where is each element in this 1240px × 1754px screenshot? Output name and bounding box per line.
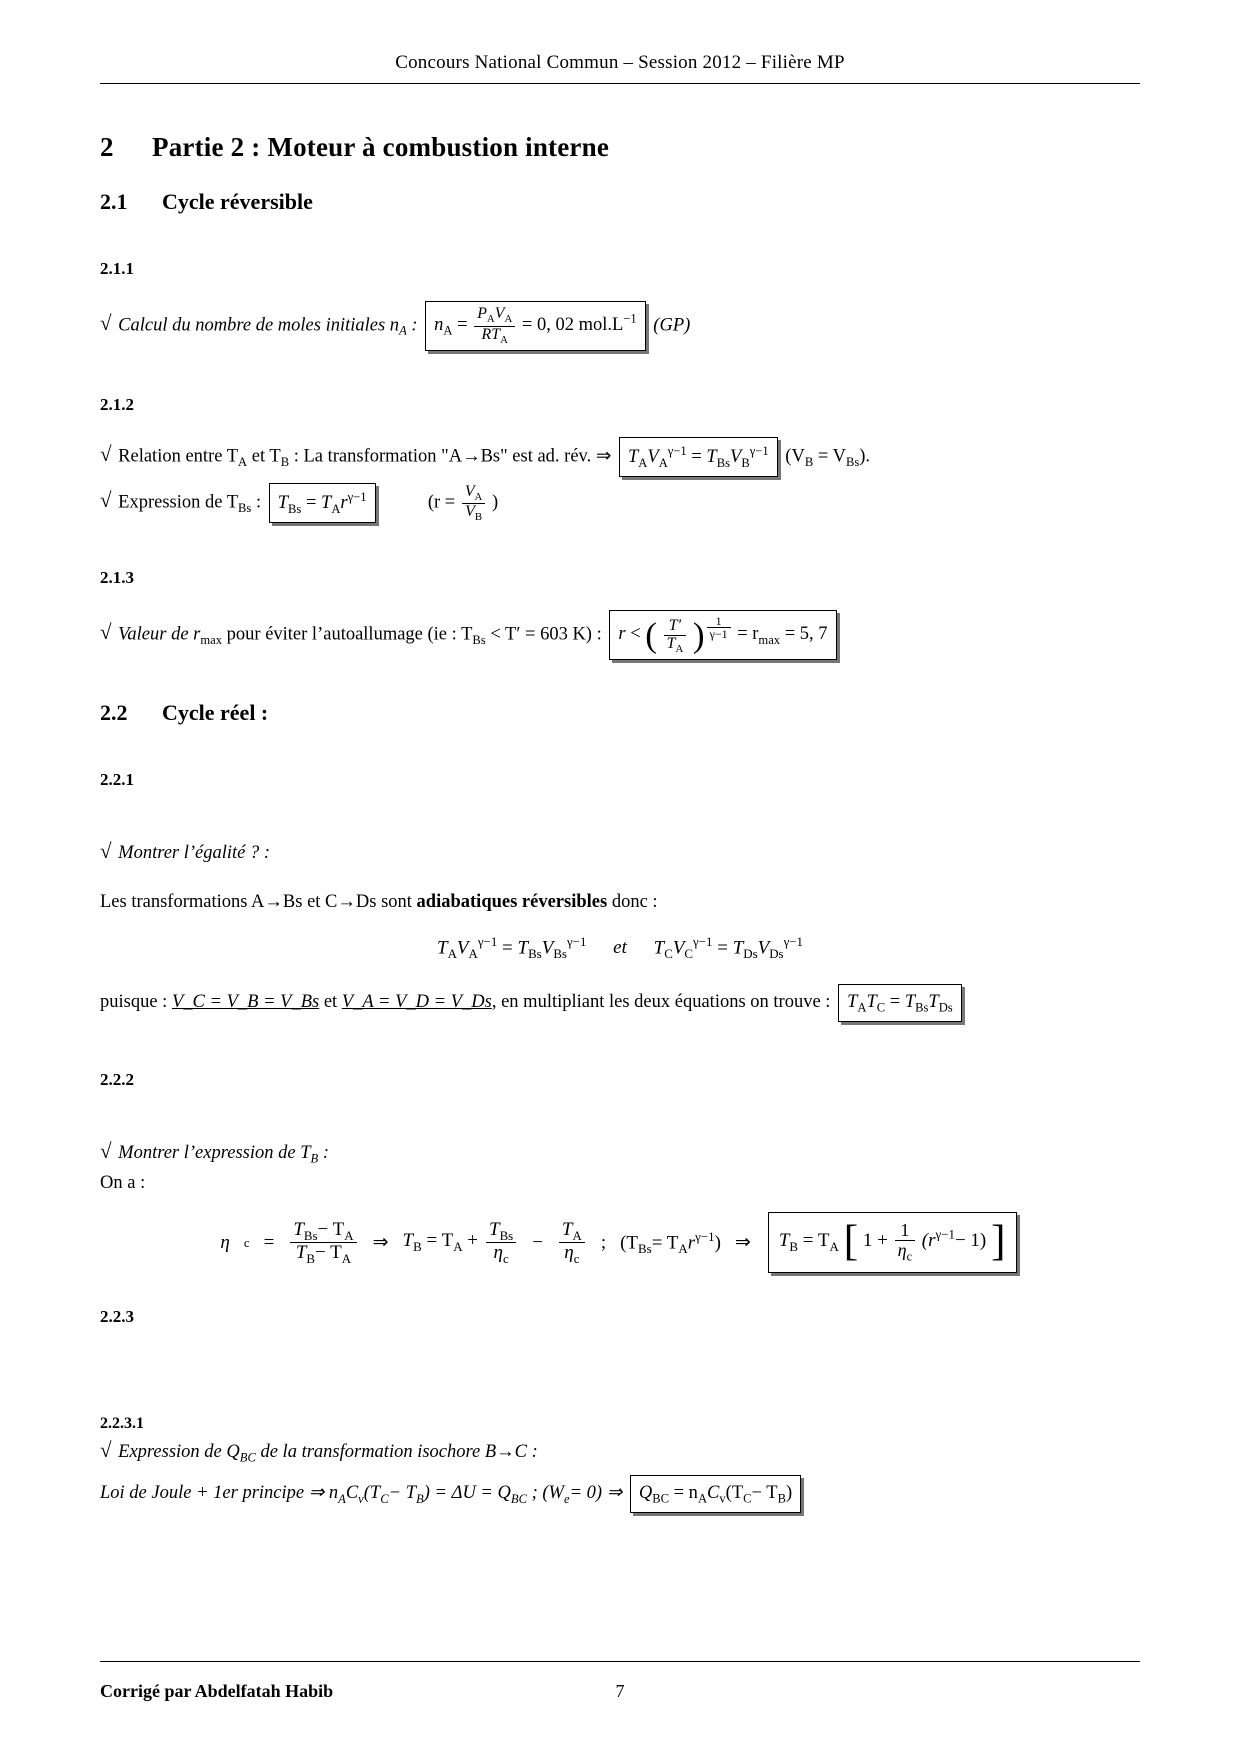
footer-rule — [100, 1661, 1140, 1662]
q221-line2-mid: et — [319, 992, 342, 1013]
ta-sub: A — [857, 1000, 867, 1015]
v3-exp: γ−1 — [693, 933, 713, 949]
v-symbol: V — [647, 447, 659, 468]
q221-line-1 — [100, 889, 1140, 916]
q212-line2-a: Expression de T — [118, 492, 239, 513]
tbs-sub: Bs — [915, 1000, 929, 1015]
q222-display — [100, 1212, 1140, 1272]
na-sub: A — [443, 323, 453, 338]
eta-sub-4: c — [906, 1250, 913, 1265]
t-sub: A — [638, 455, 648, 470]
subsection-heading-2-1 — [100, 189, 1140, 215]
v-symbol: V — [456, 937, 469, 959]
q-symbol: Q — [638, 1482, 653, 1503]
rt-sub: A — [500, 333, 508, 346]
q212-tail-open: (V — [785, 446, 805, 467]
r-symbol: r — [687, 1231, 696, 1253]
v4-symbol: V — [757, 937, 770, 959]
tc-sub: C — [743, 1491, 752, 1506]
page-number: 7 — [615, 1681, 625, 1701]
q212-line1-c: : La transformation "A→Bs" est ad. rév. ⇒ — [293, 446, 612, 467]
q221-line1-bold: adiabatiques réversibles — [416, 891, 608, 912]
right-paren: ) — [692, 615, 705, 655]
rt-symbol: RT — [481, 325, 501, 343]
q212-tail-sub2: Bs — [845, 455, 860, 470]
tds-sub: Ds — [938, 1000, 953, 1015]
v2-symbol: V — [730, 447, 742, 468]
q211-sub: A — [399, 323, 407, 338]
na-symbol: n — [434, 314, 444, 335]
left-paren: ( — [645, 615, 657, 655]
left-bracket: [ — [843, 1217, 859, 1266]
q211-colon: : — [406, 315, 418, 336]
tb-symbol: T — [295, 1242, 307, 1264]
t-symbol: T — [437, 937, 448, 959]
t-sub: A — [447, 945, 457, 961]
tb-symbol-2: T — [402, 1230, 414, 1252]
tb-sub: B — [306, 1251, 316, 1266]
va-symbol: V — [464, 482, 475, 500]
exp-num: 1 — [715, 613, 722, 628]
tb-sub-3: B — [789, 1239, 799, 1255]
fraction-tbs-eta — [486, 1220, 516, 1266]
eq-na: = n — [673, 1482, 698, 1503]
eta-symbol-3: η — [564, 1242, 574, 1264]
q213-sub2: Bs — [472, 632, 486, 647]
check-radical-icon: √ — [100, 839, 112, 864]
q2231-line-g: = 0) ⇒ — [569, 1483, 623, 1504]
tb-symbol-3: T — [778, 1230, 790, 1252]
cv-sub: v — [719, 1491, 726, 1506]
na-sub: A — [697, 1491, 708, 1506]
minus-tb: − T — [751, 1482, 778, 1503]
q2231-prompt-b: de la transformation isochore B→C : — [255, 1441, 538, 1462]
boxed-formula-tb — [768, 1212, 1017, 1272]
r-exp: γ−1 — [347, 490, 367, 505]
plus-sign-2: + — [877, 1230, 888, 1252]
question-label-2-2-1: 2.2.1 — [100, 770, 134, 790]
section-number: 2 — [100, 132, 114, 162]
running-header-text: Concours National Commun – Session 2012 – Filière MP — [395, 52, 845, 73]
tbs-symbol: T — [293, 1218, 304, 1240]
v-symbol: V — [494, 305, 505, 322]
question-label-2-2-2: 2.2.2 — [100, 1069, 134, 1089]
eta-sub-2: c — [502, 1251, 509, 1266]
tb-sub-2: B — [413, 1239, 422, 1255]
q2231-line-e: ) = ΔU = Q — [423, 1483, 511, 1504]
t2-symbol: T — [706, 447, 717, 468]
right-bracket: ] — [991, 1217, 1006, 1266]
v-exp: γ−1 — [667, 444, 687, 459]
eq-sign: = — [502, 937, 513, 959]
v2-sub: B — [741, 455, 750, 470]
check-radical-icon: √ — [100, 1437, 112, 1462]
tbs-sub-2: Bs — [499, 1227, 514, 1243]
t2-symbol: T — [517, 937, 529, 959]
gp-note: (GP) — [653, 315, 691, 336]
q211-text: Calcul du nombre de moles initiales n — [118, 315, 400, 336]
q212-subBs: Bs — [238, 501, 252, 516]
tprime-symbol: T′ — [668, 616, 682, 634]
v2-exp: γ−1 — [749, 444, 769, 459]
q212-subB: B — [280, 455, 290, 470]
tbs-sub: Bs — [303, 1227, 318, 1243]
v3-sub: C — [684, 945, 694, 961]
p-symbol: P — [477, 305, 487, 322]
q213-sub: max — [200, 632, 223, 647]
q212-r-def-close: ) — [491, 492, 499, 513]
answer-2-1-2-line-2 — [100, 483, 1140, 524]
q212-line2-colon: : — [251, 492, 262, 513]
semicolon: ; — [600, 1231, 607, 1253]
v2-sub: Bs — [553, 945, 567, 961]
t2-sub: Bs — [716, 455, 731, 470]
subsection-number: 2.1 — [100, 189, 128, 214]
q2231-subA: A — [338, 1491, 346, 1506]
arrow-1: ⇒ — [372, 1232, 389, 1254]
rmax-sub: max — [758, 632, 781, 647]
q2231-line-b: C — [345, 1483, 359, 1504]
q2231-prompt — [100, 1435, 1140, 1467]
cv-symbol: C — [707, 1482, 720, 1503]
q212-r-def-open: (r = — [427, 492, 456, 513]
eta-sub-3: c — [573, 1251, 580, 1266]
boxed-formula-qbc — [630, 1475, 801, 1513]
q222-prompt-colon: : — [318, 1142, 329, 1163]
tbs-symbol: T — [904, 991, 916, 1012]
q213-rest2: < T′ = 603 K) : — [485, 624, 602, 645]
r-symbol: r — [340, 493, 348, 514]
v3-symbol: V — [672, 937, 685, 959]
minus-ta: − T — [317, 1218, 345, 1240]
vb-sub: B — [474, 511, 483, 524]
tb-sub: B — [777, 1491, 786, 1506]
q221-display-equations — [100, 934, 1140, 962]
q222-prompt-a: Montrer l’expression de T — [118, 1142, 311, 1163]
question-label-2-1-1: 2.1.1 — [100, 259, 134, 278]
boxed-formula-rmax — [609, 610, 836, 660]
ta-sub-5: A — [829, 1239, 839, 1255]
v4-sub: Ds — [769, 945, 784, 961]
eta-symbol: η — [220, 1231, 230, 1253]
paren-close: ) — [785, 1482, 793, 1503]
plus-sign: + — [467, 1230, 478, 1252]
ta-symbol: T — [847, 991, 858, 1012]
minus-ta2: − T — [315, 1242, 342, 1264]
ta-symbol-4: T — [561, 1218, 573, 1240]
ta-symbol: T — [666, 634, 676, 652]
q221-line2-b: , en multipliant les deux équations on trouve : — [491, 992, 831, 1013]
boxed-formula-tbs — [269, 483, 376, 523]
eq-sign-2: = — [717, 937, 728, 959]
v-sub: A — [504, 313, 513, 326]
q2231-subBC: BC — [510, 1491, 527, 1506]
question-label-2-2-3-1: 2.2.3.1 — [100, 1414, 144, 1432]
question-label-2-2-3: 2.2.3 — [100, 1306, 134, 1326]
section-heading — [100, 132, 1140, 163]
q213-rest: pour éviter l’autoallumage (ie : T — [222, 624, 473, 645]
paren-close: ) — [714, 1231, 721, 1253]
fraction-one-eta — [895, 1221, 915, 1263]
ta-symbol: T — [321, 493, 332, 514]
check-radical-icon: √ — [100, 488, 112, 513]
paren-tbs: (T — [620, 1231, 639, 1253]
minus-sign: − — [532, 1231, 543, 1253]
page-footer — [100, 1681, 1140, 1702]
q222-prompt-sub: B — [310, 1151, 319, 1166]
q221-line1-a: Les transformations A→Bs et C→Ds sont — [100, 891, 417, 912]
t-symbol: T — [627, 447, 639, 468]
eq-sign: = — [457, 314, 468, 335]
ta-sub-3: A — [453, 1239, 463, 1255]
q2231-prompt-sub: BC — [239, 1450, 256, 1465]
tbs-symbol-2: T — [488, 1218, 500, 1240]
eq-ta-2: = T — [802, 1230, 830, 1252]
q221-underline-2: V_A = V_D = V_Ds — [341, 992, 492, 1013]
q2231-line-f: ; (W — [526, 1483, 564, 1504]
fraction-ta-eta — [559, 1220, 585, 1266]
r-symbol: r — [618, 623, 626, 644]
r-term: (r — [921, 1230, 936, 1252]
q2231-subv: v — [358, 1491, 364, 1506]
v-sub: A — [468, 945, 478, 961]
num-one: 1 — [900, 1220, 910, 1241]
subsection-title: Cycle réversible — [162, 189, 313, 214]
exp-den: γ−1 — [707, 627, 731, 641]
tc-symbol: T — [866, 991, 877, 1012]
eq-sign: = — [263, 1231, 275, 1253]
answer-2-1-2-line-1 — [100, 437, 1140, 477]
v-exp: γ−1 — [477, 933, 498, 949]
q212-subA: A — [238, 455, 248, 470]
question-label-2-1-3: 2.1.3 — [100, 567, 134, 587]
r-term-exp: γ−1 — [935, 1227, 955, 1243]
check-radical-icon: √ — [100, 1138, 112, 1163]
ta-sub: A — [675, 642, 684, 655]
subsection-heading-2-2 — [100, 700, 1140, 726]
paren-open-tc: (T — [725, 1482, 744, 1503]
section-title: Partie 2 : Moteur à combustion interne — [152, 132, 610, 162]
q2231-prompt-a: Expression de Q — [118, 1441, 240, 1462]
eta-sub: c — [243, 1234, 250, 1250]
q2231-subB: B — [416, 1491, 424, 1506]
t3-symbol: T — [653, 937, 665, 959]
q222-ona: On a : — [100, 1172, 146, 1193]
q212-tail-sub1: B — [804, 455, 814, 470]
subsection-title: Cycle réel : — [162, 700, 269, 726]
q2231-line-a: Loi de Joule + 1er principe ⇒ n — [100, 1483, 339, 1504]
q-sub: BC — [652, 1491, 669, 1506]
tc-sub: C — [876, 1000, 886, 1015]
fraction-pava-rta — [474, 306, 515, 346]
boxed-formula-na — [425, 301, 646, 351]
ta2-sub: A — [341, 1251, 352, 1266]
vb-symbol: V — [465, 503, 475, 521]
check-radical-icon: √ — [100, 442, 112, 467]
running-header — [100, 0, 1140, 74]
header-rule — [100, 83, 1140, 84]
eta-symbol-4: η — [897, 1240, 907, 1261]
arrow-2: ⇒ — [734, 1232, 751, 1254]
t-sub: Bs — [288, 501, 302, 516]
check-radical-icon: √ — [100, 311, 112, 336]
eq-sign: = — [305, 493, 317, 514]
answer-2-1-1 — [100, 301, 1140, 351]
va-sub: A — [474, 490, 483, 503]
ta-sub: A — [344, 1227, 354, 1243]
boxed-formula-tatc — [838, 984, 962, 1022]
ta-sub: A — [331, 501, 341, 516]
q212-line1-a: Relation entre T — [118, 446, 239, 467]
paren-eq-sub: A — [678, 1240, 688, 1256]
check-radical-icon: √ — [100, 620, 112, 645]
q222-prompt — [100, 1136, 1140, 1168]
fraction-va-vb — [462, 484, 486, 524]
t4-symbol: T — [732, 937, 744, 959]
na-value: = 0, 02 mol.L — [521, 314, 624, 335]
q221-line2-a: puisque : — [100, 992, 172, 1013]
v-sub: A — [658, 455, 668, 470]
q221-line-2 — [100, 984, 1140, 1022]
q221-prompt — [100, 836, 1140, 867]
q2231-line-d: − T — [388, 1483, 416, 1504]
answer-2-1-3 — [100, 610, 1140, 660]
rmax-value: = 5, 7 — [784, 623, 828, 644]
question-label-2-1-2: 2.1.2 — [100, 395, 134, 415]
q2231-answer — [100, 1475, 1140, 1513]
et-word: et — [613, 937, 627, 959]
footer-author: Corrigé par Abdelfatah Habib — [100, 1681, 334, 1701]
q221-underline-1: V_C = V_B = V_Bs — [171, 992, 320, 1013]
t2-sub: Bs — [528, 945, 542, 961]
eq-rmax: = r — [737, 623, 759, 644]
eq-sign: = — [691, 447, 702, 468]
fraction-tprime-ta — [664, 618, 687, 655]
paren-tbs-sub: Bs — [638, 1240, 652, 1256]
eq-sign: = — [889, 991, 901, 1012]
v2-exp: γ−1 — [566, 933, 587, 949]
r-exp: γ−1 — [695, 1228, 715, 1244]
ta-sub-4: A — [572, 1227, 582, 1243]
q221-line1-b: donc : — [607, 891, 658, 912]
q2231-line-c: (T — [363, 1483, 381, 1504]
paren-eq: = T — [651, 1231, 679, 1253]
one: 1 — [862, 1230, 873, 1252]
lt-sign: < — [630, 623, 641, 644]
eq-ta: = T — [426, 1230, 454, 1252]
subsection-number: 2.2 — [100, 700, 128, 726]
q213-text: Valeur de r — [118, 624, 201, 645]
q212-tail-mid: = V — [813, 446, 846, 467]
r-term-minus: − 1) — [954, 1230, 987, 1252]
v4-exp: γ−1 — [783, 933, 803, 949]
p-sub: A — [486, 313, 495, 326]
q212-line1-b: et T — [247, 446, 281, 467]
q2231-sube: e — [563, 1491, 570, 1506]
eta-symbol-2: η — [493, 1242, 503, 1264]
na-exp: −1 — [623, 311, 637, 326]
v2-symbol: V — [541, 937, 554, 959]
fraction-eta-def — [290, 1220, 356, 1266]
t-symbol: T — [277, 493, 289, 514]
boxed-formula-adiabatic-AB — [619, 437, 778, 477]
q212-tail-end: ). — [859, 446, 871, 467]
q221-prompt-text: Montrer l’égalité ? : — [118, 843, 271, 864]
exponent-fraction — [707, 615, 731, 641]
t3-sub: C — [664, 945, 673, 961]
tds-symbol: T — [928, 991, 939, 1012]
t4-sub: Ds — [743, 945, 758, 961]
q2231-subC: C — [380, 1491, 389, 1506]
